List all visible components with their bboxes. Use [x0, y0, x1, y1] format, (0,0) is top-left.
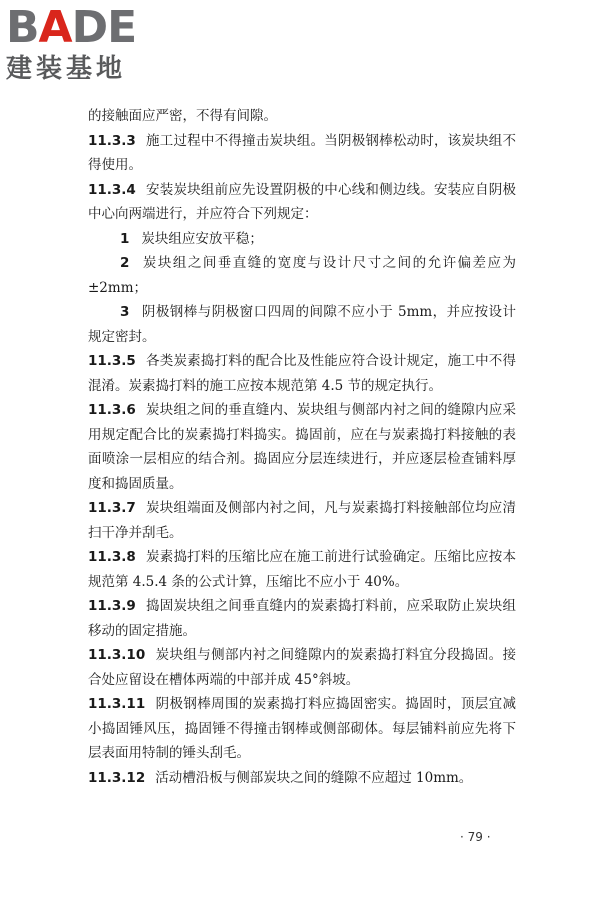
clause-11-3-12: 11.3.12 活动槽沿板与侧部炭块之间的缝隙不应超过 10mm。	[88, 769, 473, 786]
clause-11-3-7: 11.3.7 炭块组端面及侧部内衬之间，凡与炭素捣打料接触部位均应清扫干净并刮毛。	[88, 500, 516, 541]
clause-11-3-10: 11.3.10 炭块组与侧部内衬之间缝隙内的炭素捣打料宜分段捣固。接合处应留设在槽体两端的中部并成 45°斜坡。	[88, 647, 516, 688]
clause-11-3-9: 11.3.9 捣固炭块组之间垂直缝内的炭素捣打料前，应采取防止炭块组移动的固定措施。	[88, 598, 516, 639]
logo-subtitle: 建装基地	[6, 54, 127, 84]
lead-paragraph: 的接触面应严密，不得有间隙。	[88, 108, 277, 124]
list-item: 2 炭块组之间垂直缝的宽度与设计尺寸之间的允许偏差应为±2mm；	[88, 255, 516, 296]
clause-11-3-3: 11.3.3 施工过程中不得撞击炭块组。当阴极钢棒松动时，该炭块组不得使用。	[88, 132, 516, 173]
list-item: 3 阴极钢棒与阴极窗口四周的间隙不应小于 5mm，并应按设计规定密封。	[88, 304, 516, 345]
list-item: 1 炭块组应安放平稳；	[120, 230, 263, 247]
clause-11-3-11: 11.3.11 阴极钢棒周围的炭素捣打料应捣固密实。捣固时，顶层宜减小捣固锤风压，捣固锤不得撞击钢棒或侧部砌体。每层铺料前应先将下层表面用特制的锤头刮毛。	[88, 696, 516, 761]
page-number: · 79 ·	[460, 830, 491, 844]
logo-wordmark: BADE	[6, 2, 137, 53]
clause-11-3-5: 11.3.5 各类炭素捣打料的配合比及性能应符合设计规定，施工中不得混淆。炭素捣打料的施工应按本规范第 4.5 节的规定执行。	[88, 353, 516, 394]
document-body	[88, 104, 516, 790]
clause-11-3-6: 11.3.6 炭块组之间的垂直缝内、炭块组与侧部内衬之间的缝隙内应采用规定配合比的炭素捣打料捣实。捣固前，应在与炭素捣打料接触的表面喷涂一层相应的结合剂。捣固应分层连续进行，并应逐层检查铺料厚度和捣固质量。	[88, 402, 516, 492]
clause-11-3-4: 11.3.4 安装炭块组前应先设置阴极的中心线和侧边线。安装应自阴极中心向两端进行，并应符合下列规定：	[88, 181, 516, 222]
bade-logo	[6, 4, 176, 84]
clause-11-3-8: 11.3.8 炭素捣打料的压缩比应在施工前进行试验确定。压缩比应按本规范第 4.5.4 条的公式计算，压缩比不应小于 40%。	[88, 549, 516, 590]
